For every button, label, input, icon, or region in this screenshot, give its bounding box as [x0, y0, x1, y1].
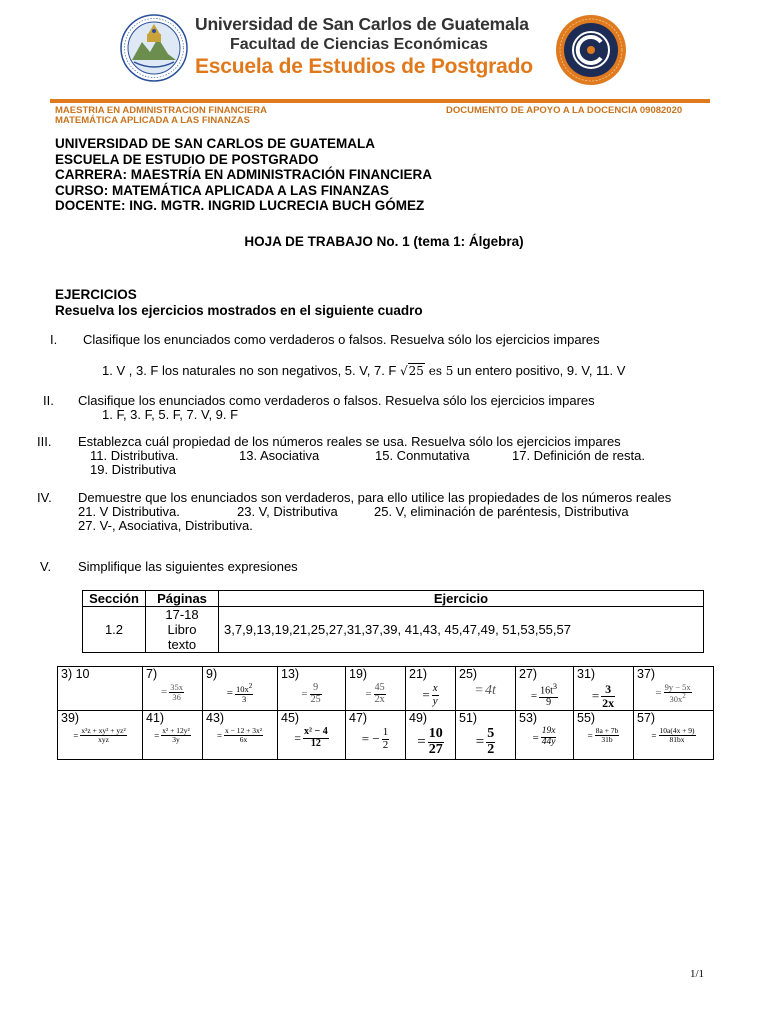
header-titles [195, 14, 555, 80]
answer-label: 19) [349, 667, 368, 681]
answer-expression: = $\frac{35x}{36}$ [161, 682, 183, 702]
section-iv-text: Demuestre que los enunciados son verdaderos, para ello utilice las propiedades de los números reales [78, 490, 672, 505]
answer-label: 39) [61, 711, 80, 726]
answer-expression: = $\frac{9y - 5x}{30x^2}$ [655, 682, 691, 704]
exercises-heading: EJERCICIOS [55, 287, 137, 302]
answer-cell [634, 711, 714, 759]
answer-label: 53) [519, 711, 538, 726]
info-school: ESCUELA DE ESTUDIO DE POSTGRADO [55, 151, 319, 167]
section-iii-item: 11. Distributiva. [90, 448, 179, 463]
answer-cell [456, 711, 516, 759]
info-teacher: DOCENTE: ING. MGTR. INGRID LUCRECIA BUCH GÓMEZ [55, 198, 425, 213]
section-numeral: I. [50, 332, 58, 347]
answer-cell [203, 667, 278, 711]
answer-cell [574, 667, 634, 711]
section-iv-item: 25. V, eliminación de paréntesis, Distributiva [374, 504, 629, 519]
postgrado-seal-icon [555, 14, 627, 86]
answer-cell [143, 711, 203, 759]
answer-label: 55) [577, 711, 596, 726]
answer-expression: = $\frac{16t^3}{9}$ [530, 682, 558, 708]
cell-section: 1.2 [83, 607, 146, 653]
answer-expression: = 4t [475, 683, 496, 699]
section-iii-item: 15. Conmutativa [375, 448, 470, 463]
section-numeral: II. [43, 393, 54, 408]
cell-exercises: 3,7,9,13,19,21,25,27,31,37,39, 41,43, 45,47,49, 51,53,55,57 [219, 607, 704, 653]
usac-seal-icon [120, 14, 188, 82]
section-i-answers [102, 364, 625, 379]
section-numeral: IV. [37, 490, 52, 505]
section-iv-item: 23. V, Distributiva [237, 504, 338, 519]
section-iii-item: 17. Definición de resta. [512, 448, 645, 463]
answer-cell [516, 711, 574, 759]
section-v-text: Simplifique las siguientes expresiones [78, 559, 298, 574]
header-section: Sección [83, 591, 146, 607]
answer-cell [456, 667, 516, 711]
pages-book: Libro [167, 622, 197, 637]
answer-label: 13) [281, 667, 300, 681]
answer-expression: = $\frac{\text{x − 12 + 3x²}}{6x}$ [216, 726, 263, 745]
answer-expression: = $\frac{x}{y}$ [422, 682, 438, 707]
answer-label: 37) [637, 667, 656, 681]
exercise-pages-table [82, 590, 704, 653]
table-header-row [83, 591, 704, 607]
answer-cell [406, 711, 456, 759]
section-iii-item: 13. Asociativa [239, 448, 320, 463]
university-name: Universidad de San Carlos de Guatemala [195, 14, 529, 34]
answer-expression: = $\frac{8a + 7b}{31b}$ [587, 726, 619, 745]
header-pages: Páginas [146, 591, 219, 607]
answer-expression: = $\frac{5}{2}$ [475, 726, 495, 757]
answer-expression: = $\frac{10}{27}$ [417, 726, 443, 757]
section-numeral: III. [37, 434, 52, 449]
section-ii-text: Clasifique los enunciados como verdaderos o falsos. Resuelva sólo los ejercicios impares [78, 393, 595, 408]
answer-label: 41) [146, 711, 165, 726]
answer-cell [58, 711, 143, 759]
worksheet-title: HOJA DE TRABAJO No. 1 (tema 1: Álgebra) [244, 234, 524, 249]
answer-cell [58, 667, 143, 711]
pages-text: texto [167, 637, 197, 652]
answer-cell [516, 667, 574, 711]
answer-cell [278, 667, 346, 711]
section-i-answer-post: un entero positivo, 9. V, 11. V [453, 363, 626, 378]
answer-expression: = $\frac{9}{25}$ [301, 682, 321, 705]
answer-label: 7) [146, 667, 158, 681]
info-course: CURSO: MATEMÁTICA APLICADA A LAS FINANZAS [55, 182, 389, 198]
table-row [83, 607, 704, 653]
answers-row-2 [58, 711, 714, 759]
answer-expression: = $\frac{\text{x² + 12y²}}{3y}$ [154, 726, 190, 745]
cell-pages [146, 607, 219, 653]
answer-label: 3) 10 [61, 667, 90, 681]
exercises-heading-block [55, 287, 423, 319]
course-info [55, 136, 432, 214]
answer-cell [346, 711, 406, 759]
answer-cell [203, 711, 278, 759]
answer-label: 43) [206, 711, 225, 726]
sqrt-rest: es 5 [424, 364, 454, 378]
answer-expression: = $\frac{\text{x²z + xy² + yz²}}{\text{xyz}}$ [73, 726, 126, 745]
section-i-text: Clasifique los enunciados como verdaderos o falsos. Resuelva sólo los ejercicios impares [83, 332, 600, 347]
section-iii-text: Establezca cuál propiedad de los números reales se usa. Resuelva sólo los ejercicios impares [78, 434, 621, 449]
answer-label: 45) [281, 711, 300, 726]
section-numeral: V. [40, 559, 52, 574]
pages-range: 17-18 [165, 607, 199, 622]
header-subtitle-left [55, 106, 267, 126]
answer-label: 27) [519, 667, 538, 681]
program-name: MAESTRIA EN ADMINISTRACION FINANCIERA [55, 105, 267, 116]
answer-cell [406, 667, 456, 711]
course-name: MATEMÁTICA APLICADA A LAS FINANZAS [55, 115, 250, 126]
sqrt-expression: √25 es 5 [399, 364, 454, 378]
answers-row-1 [58, 667, 714, 711]
answer-expression: = $\frac{10a(4x + 9)}{81bx}$ [651, 726, 695, 745]
info-career: CARRERA: MAESTRÍA EN ADMINISTRACIÓN FINANCIERA [55, 167, 432, 182]
answer-label: 31) [577, 667, 596, 681]
answer-label: 57) [637, 711, 656, 726]
answer-expression: = $\frac{19x}{44y}$ [532, 726, 556, 748]
page-number: 1/1 [690, 968, 705, 980]
document-code: DOCUMENTO DE APOYO A LA DOCENCIA 09082020 [446, 105, 683, 116]
section-i-answer-pre: 1. V , 3. F los naturales no son negativos, 5. V, 7. F [102, 363, 400, 378]
answer-expression: = $\frac{\text{x² − 4}}{12}$ [294, 726, 328, 749]
section-iv-item: 21. V Distributiva. [78, 504, 180, 519]
faculty-name: Facultad de Ciencias Económicas [230, 36, 488, 53]
answer-label: 47) [349, 711, 368, 726]
section-ii-answers: 1. F, 3. F, 5. F, 7. V, 9. F [102, 407, 239, 422]
answer-label: 51) [459, 711, 478, 726]
answers-table [57, 666, 714, 760]
section-iii-item: 19. Distributiva [90, 462, 176, 477]
answer-cell [574, 711, 634, 759]
answer-cell [143, 667, 203, 711]
answer-label: 9) [206, 667, 218, 681]
info-university: UNIVERSIDAD DE SAN CARLOS DE GUATEMALA [55, 136, 376, 151]
section-iv-item: 27. V-, Asociativa, Distributiva. [78, 518, 253, 533]
answer-expression: = − $\frac{1}{2}$ [361, 726, 389, 751]
answer-label: 21) [409, 667, 428, 681]
answer-expression: = $\frac{3}{2x}$ [591, 682, 615, 710]
sqrt-radicand: 25 [408, 364, 424, 378]
answer-label: 49) [409, 711, 428, 726]
answer-expression: = $\frac{45}{2x}$ [365, 682, 385, 705]
answer-label: 25) [459, 667, 478, 681]
school-name: Escuela de Estudios de Postgrado [195, 55, 533, 78]
answer-cell [634, 667, 714, 711]
answer-cell [278, 711, 346, 759]
answer-expression: = $\frac{10x^2}{3}$ [226, 682, 253, 704]
answer-cell [346, 667, 406, 711]
exercises-subheading: Resuelva los ejercicios mostrados en el siguiente cuadro [55, 303, 423, 318]
header-divider [50, 99, 710, 103]
header-exercise: Ejercicio [219, 591, 704, 607]
